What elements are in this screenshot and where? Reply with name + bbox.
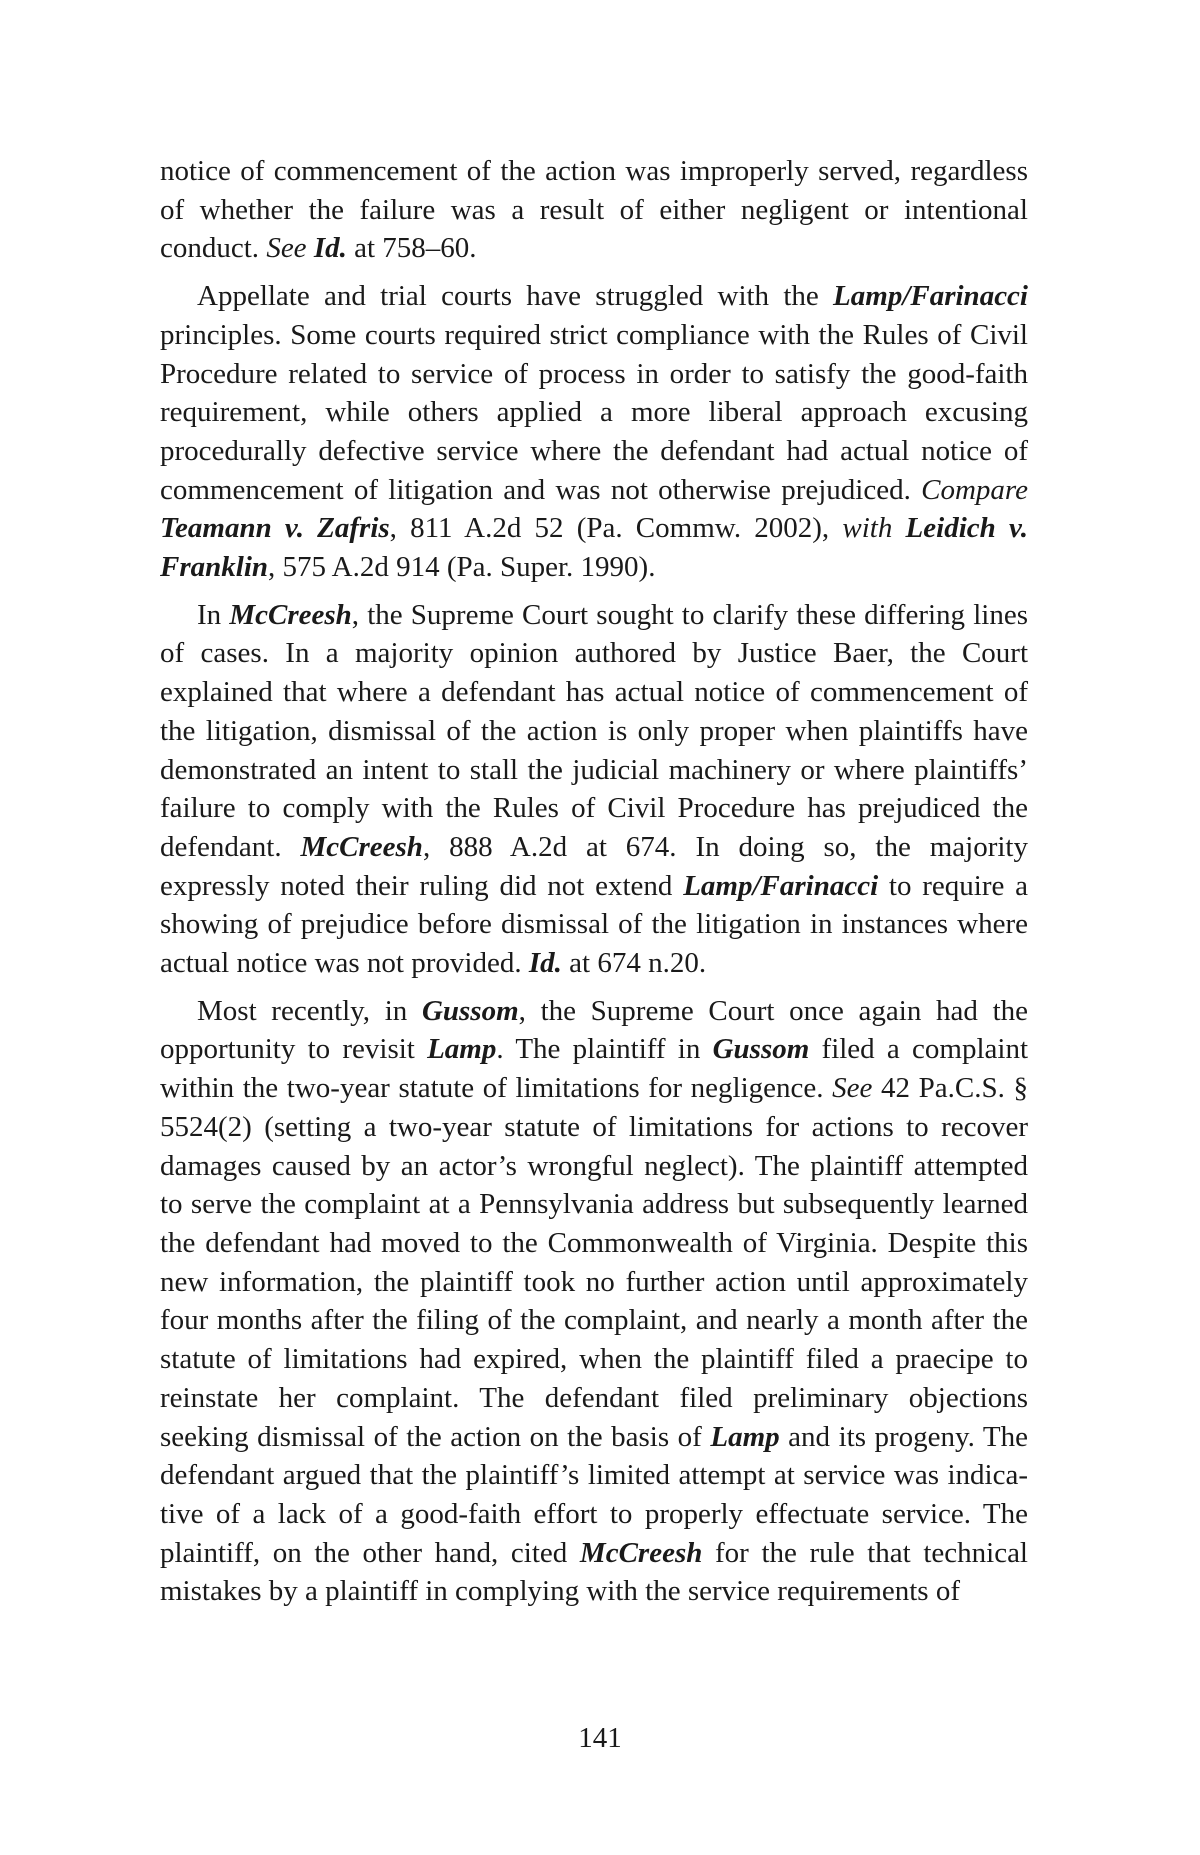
case-citation: Lamp/Farinacci [833, 280, 1028, 313]
paragraph [160, 596, 1028, 983]
text-run: principles. Some courts required strict compliance with the Rules of Civil Procedure related to service of process in order to satisfy the good-faith requirement, while others applied a more liberal approach excusing procedurally defective service where the defendant had actual notice of commencement of litigation and was not otherwise prejudiced. [160, 318, 1028, 506]
signal-word: See [266, 232, 307, 265]
paragraph [160, 152, 1028, 268]
text-run: , 811 A.2d 52 (Pa. Commw. 2002), [389, 512, 843, 545]
text-run: , the Supreme Court once again had the opportunity to revisit [160, 994, 1028, 1066]
case-citation: Lamp [427, 1033, 497, 1066]
text-run: , 888 A.2d at 674. In doing so, the majority expressly noted their ruling did not extend [160, 830, 1028, 902]
page-number: 141 [578, 1722, 622, 1754]
case-citation: Id. [528, 947, 562, 980]
text-run: Appellate and trial courts have struggled with the [197, 280, 834, 313]
text-run: . The plaintiff in [496, 1033, 713, 1066]
text-run: at 758–60. [346, 232, 477, 265]
text-run: to require a showing of prejudice before dismissal of the litigation in instances where actual notice was not provided. [160, 869, 1028, 980]
case-citation: Leidich v. Franklin [160, 512, 1028, 584]
text-run: and its progeny. The defendant argued that the plaintiff’s limited attempt at service was indicative of a lack of a good-faith effort to properly effectuate service. The plaintiff, on the other hand, cited [160, 1420, 1028, 1569]
text-run: notice of commencement of the action was improperly served, regardless of whether the failure was a result of either negligent or intentional conduct. [160, 155, 1028, 265]
case-citation: McCreesh [229, 598, 352, 631]
case-citation: Gussom [712, 1033, 810, 1066]
text-run: for the rule that technical mistakes by a plaintiff in complying with the service requirements of [160, 1536, 1028, 1608]
text-run: In [197, 598, 230, 631]
case-citation: McCreesh [579, 1536, 703, 1569]
text-run: filed a complaint within the two-year statute of limitations for negligence. [160, 1033, 1028, 1105]
body-text [160, 152, 1028, 1620]
text-run: Most recently, in [197, 994, 422, 1027]
text-run: 42 Pa.C.S. § 5524(2) (setting a two-year statute of limitations for actions to recover damages caused by an actor’s wrongful neglect). The plaintiff attempted to serve the complaint at a Pennsylvania address but subsequently learned the defendant had moved to the Commonwealth of Virginia. Despite this new information, the plaintiff took no further action until approximately four months after the filing of the complaint, and nearly a month after the statute of limitations had expired, when the plaintiff filed a praecipe to reinstate her complaint. The defendant filed preliminary objections seeking dismissal of the action on the basis of [160, 1072, 1028, 1453]
case-citation: McCreesh [300, 830, 423, 863]
case-citation: Id. [313, 232, 347, 265]
case-citation: Teamann v. Zafris [160, 512, 390, 545]
text-run: at 674 n.20. [561, 947, 707, 980]
text-run [307, 232, 314, 264]
text-run [892, 512, 905, 544]
signal-word: Compare [921, 473, 1028, 506]
case-citation: Lamp [710, 1420, 780, 1453]
paragraph [160, 277, 1028, 587]
case-citation: Gussom [421, 994, 519, 1027]
text-run: , the Supreme Court sought to clarify these differing lines of cases. In a majority opinion authored by Justice Baer, the Court explained that where a defendant has actual notice of commencement of the litigation, dismissal of the action is only proper when plaintiffs have demonstrated an intent to stall the judicial machinery or where plaintiffs’ failure to comply with the Rules of Civil Procedure has prejudiced the defendant. [160, 598, 1028, 863]
signal-word: with [842, 512, 893, 545]
text-run: , 575 A.2d 914 (Pa. Super. 1990). [268, 551, 656, 584]
paragraph [160, 992, 1028, 1611]
signal-word: See [832, 1072, 873, 1105]
case-citation: Lamp/Farinacci [683, 869, 879, 902]
